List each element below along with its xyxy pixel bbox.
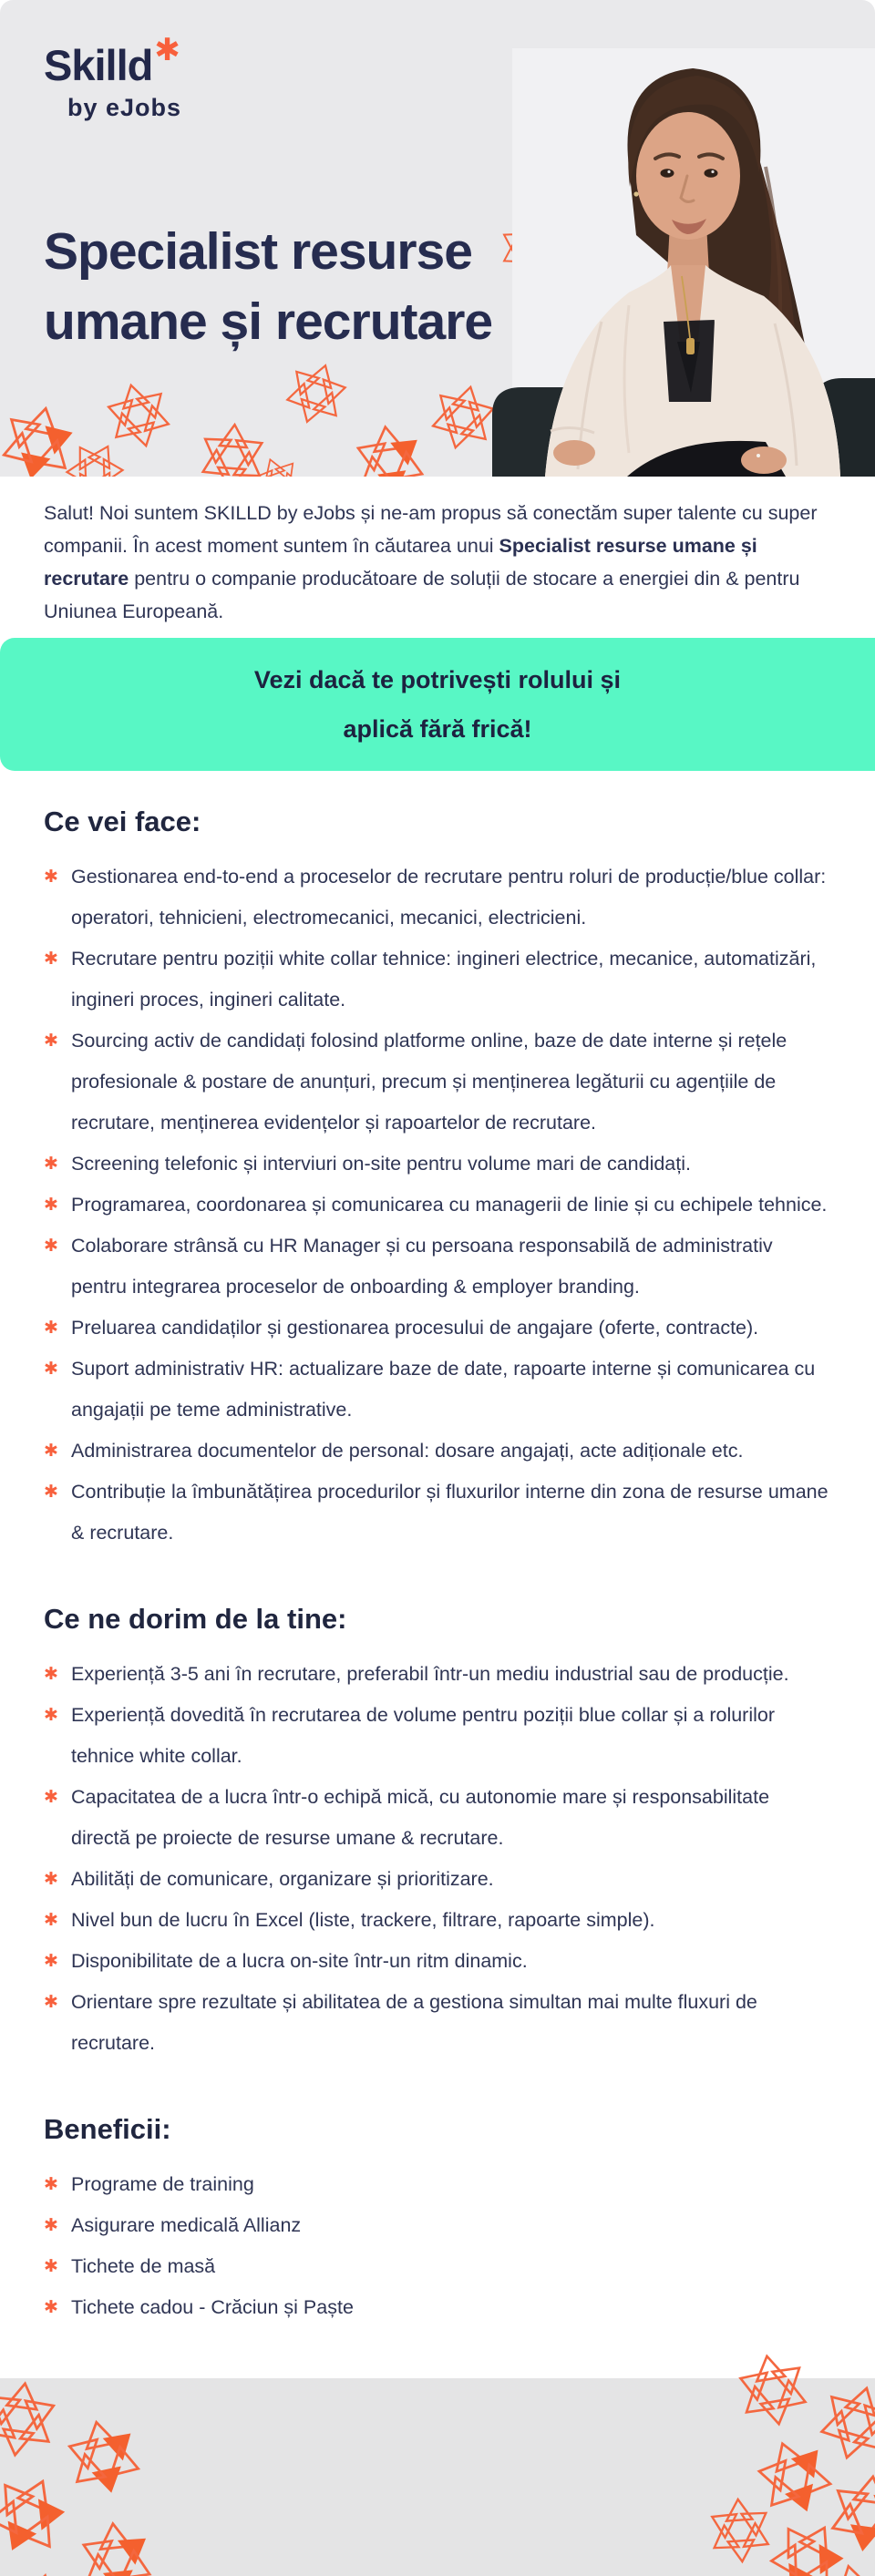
list-item-text: Programe de training <box>71 2173 254 2195</box>
list-item-text: Programarea, coordonarea și comunicarea cu managerii de linie și cu echipele tehnice. <box>71 1194 828 1216</box>
list-item <box>44 1308 831 1349</box>
content-section <box>0 477 875 2378</box>
list-item <box>44 2164 831 2205</box>
asterisk-bullet-icon: ✱ <box>44 867 58 887</box>
asterisk-bullet-icon: ✱ <box>44 1788 58 1807</box>
list-item-text: Disponibilitate de a lucra on-site într-un ritm dinamic. <box>71 1950 528 1972</box>
list-item-text: Colaborare strânsă cu HR Manager și cu persoana responsabilă de administrativ pentru integrarea proceselor de onboarding & employer branding. <box>71 1235 773 1298</box>
asterisk-bullet-icon: ✱ <box>44 1442 58 1461</box>
list-item <box>44 939 831 1021</box>
list-item <box>44 1349 831 1431</box>
asterisk-bullet-icon: ✱ <box>44 1952 58 1971</box>
asterisk-bullet-icon: ✱ <box>44 1237 58 1256</box>
list-item <box>44 1900 831 1941</box>
intro-text-post: pentru o companie producătoare de soluții de stocare a energiei din & pentru Uniunea Europeană. <box>44 568 800 622</box>
list-item-text: Tichete cadou - Crăciun și Paște <box>71 2296 354 2318</box>
section-heading-benefits: Beneficii: <box>44 2113 171 2145</box>
banner-line-1: Vezi dacă te potrivești rolului și <box>253 666 622 693</box>
title-line-2: umane și recrutare <box>44 292 493 351</box>
list-item-text: Asigurare medicală Allianz <box>71 2214 302 2236</box>
intro-text-bold: Specialist resurse umane și recrutare <box>44 535 757 590</box>
skilld-logo <box>44 35 181 120</box>
list-item <box>44 1185 831 1226</box>
list-item-text: Gestionarea end-to-end a proceselor de recrutare pentru roluri de producție/blue collar: operatori, tehnicieni, electromecanici, mecanici, electricieni. <box>71 866 827 929</box>
list-item <box>44 1431 831 1472</box>
asterisk-bullet-icon: ✱ <box>44 1483 58 1502</box>
asterisk-bullet-icon: ✱ <box>44 1196 58 1215</box>
asterisk-bullet-icon: ✱ <box>44 1870 58 1889</box>
list-item <box>44 1777 831 1859</box>
asterisk-bullet-icon: ✱ <box>44 1360 58 1379</box>
asterisk-bullet-icon: ✱ <box>44 1706 58 1725</box>
section-heading-responsibilities: Ce vei face: <box>44 806 201 837</box>
asterisk-bullet-icon: ✱ <box>44 1665 58 1684</box>
asterisk-bullet-icon: ✱ <box>44 2216 58 2235</box>
list-item <box>44 1941 831 1982</box>
asterisk-bullet-icon: ✱ <box>44 1155 58 1174</box>
banner-line-2: aplică fără frică! <box>343 715 532 743</box>
hero-section <box>0 0 875 477</box>
list-item-text: Experiență dovedită în recrutarea de volume pentru poziții blue collar și a rolurilor tehnice white collar. <box>71 1704 776 1767</box>
cta-banner <box>0 638 875 771</box>
asterisk-bullet-icon: ✱ <box>44 949 58 969</box>
list-item <box>44 1472 831 1554</box>
list-item <box>44 2246 831 2287</box>
logo-tagline: by eJobs <box>67 94 182 121</box>
asterisk-bullet-icon: ✱ <box>44 1993 58 2012</box>
title-line-1: Specialist resurse <box>44 222 472 281</box>
footer-triangle-pattern <box>0 2321 875 2576</box>
benefits-list <box>44 2164 831 2328</box>
list-item-text: Experiență 3-5 ani în recrutare, preferabil într-un mediu industrial sau de producție. <box>71 1663 789 1685</box>
footer-section <box>0 2378 875 2576</box>
asterisk-bullet-icon: ✱ <box>44 1031 58 1051</box>
logo-wordmark: Skilld <box>44 41 153 89</box>
asterisk-bullet-icon: ✱ <box>44 2257 58 2276</box>
list-item-text: Nivel bun de lucru în Excel (liste, trackere, filtrare, rapoarte simple). <box>71 1909 655 1931</box>
intro-paragraph <box>44 497 831 628</box>
list-item <box>44 857 831 939</box>
page-title <box>44 217 591 357</box>
list-item-text: Capacitatea de a lucra într-o echipă mică, cu autonomie mare și responsabilitate directă pe proiecte de resurse umane & recrutare. <box>71 1786 770 1849</box>
list-item-text: Contribuție la îmbunătățirea procedurilor și fluxurilor interne din zona de resurse umane & recrutare. <box>71 1481 829 1544</box>
list-item-text: Suport administrativ HR: actualizare baze de date, rapoarte interne și comunicarea cu angajații pe teme administrative. <box>71 1358 816 1421</box>
list-item <box>44 1695 831 1777</box>
list-item-text: Abilități de comunicare, organizare și prioritizare. <box>71 1868 494 1890</box>
list-item-text: Sourcing activ de candidați folosind platforme online, baze de date interne și rețele profesionale & postare de anunțuri, precum și menținerea legăturii cu agențiile de recrutare, menținerea evidențelor și rapoartelor de recrutare. <box>71 1030 788 1134</box>
requirements-list <box>44 1654 831 2064</box>
list-item-text: Preluarea candidaților și gestionarea procesului de angajare (oferte, contracte). <box>71 1317 759 1339</box>
list-item <box>44 1144 831 1185</box>
logo-asterisk-icon: ✱ <box>154 33 180 67</box>
list-item-text: Administrarea documentelor de personal: dosare angajați, acte adiționale etc. <box>71 1440 744 1462</box>
list-item <box>44 1982 831 2064</box>
list-item-text: Recrutare pentru poziții white collar tehnice: ingineri electrice, mecanice, automatizări, ingineri proces, ingineri calitate. <box>71 948 817 1011</box>
asterisk-bullet-icon: ✱ <box>44 1319 58 1338</box>
responsibilities-list <box>44 857 831 1554</box>
intro-text-pre: Salut! Noi suntem SKILLD by eJobs și ne-am propus să conectăm super talente cu super companii. În acest moment suntem în căutarea unui <box>44 502 818 557</box>
list-item-text: Screening telefonic și interviuri on-site pentru volume mari de candidați. <box>71 1153 691 1175</box>
asterisk-bullet-icon: ✱ <box>44 2175 58 2194</box>
list-item-text: Orientare spre rezultate și abilitatea de a gestiona simultan mai multe fluxuri de recrutare. <box>71 1991 757 2054</box>
asterisk-bullet-icon: ✱ <box>44 1911 58 1930</box>
section-heading-requirements: Ce ne dorim de la tine: <box>44 1603 347 1635</box>
asterisk-bullet-icon: ✱ <box>44 2298 58 2317</box>
list-item-text: Tichete de masă <box>71 2255 216 2277</box>
list-item <box>44 2205 831 2246</box>
list-item <box>44 1654 831 1695</box>
list-item <box>44 1226 831 1308</box>
list-item <box>44 1021 831 1144</box>
list-item <box>44 1859 831 1900</box>
